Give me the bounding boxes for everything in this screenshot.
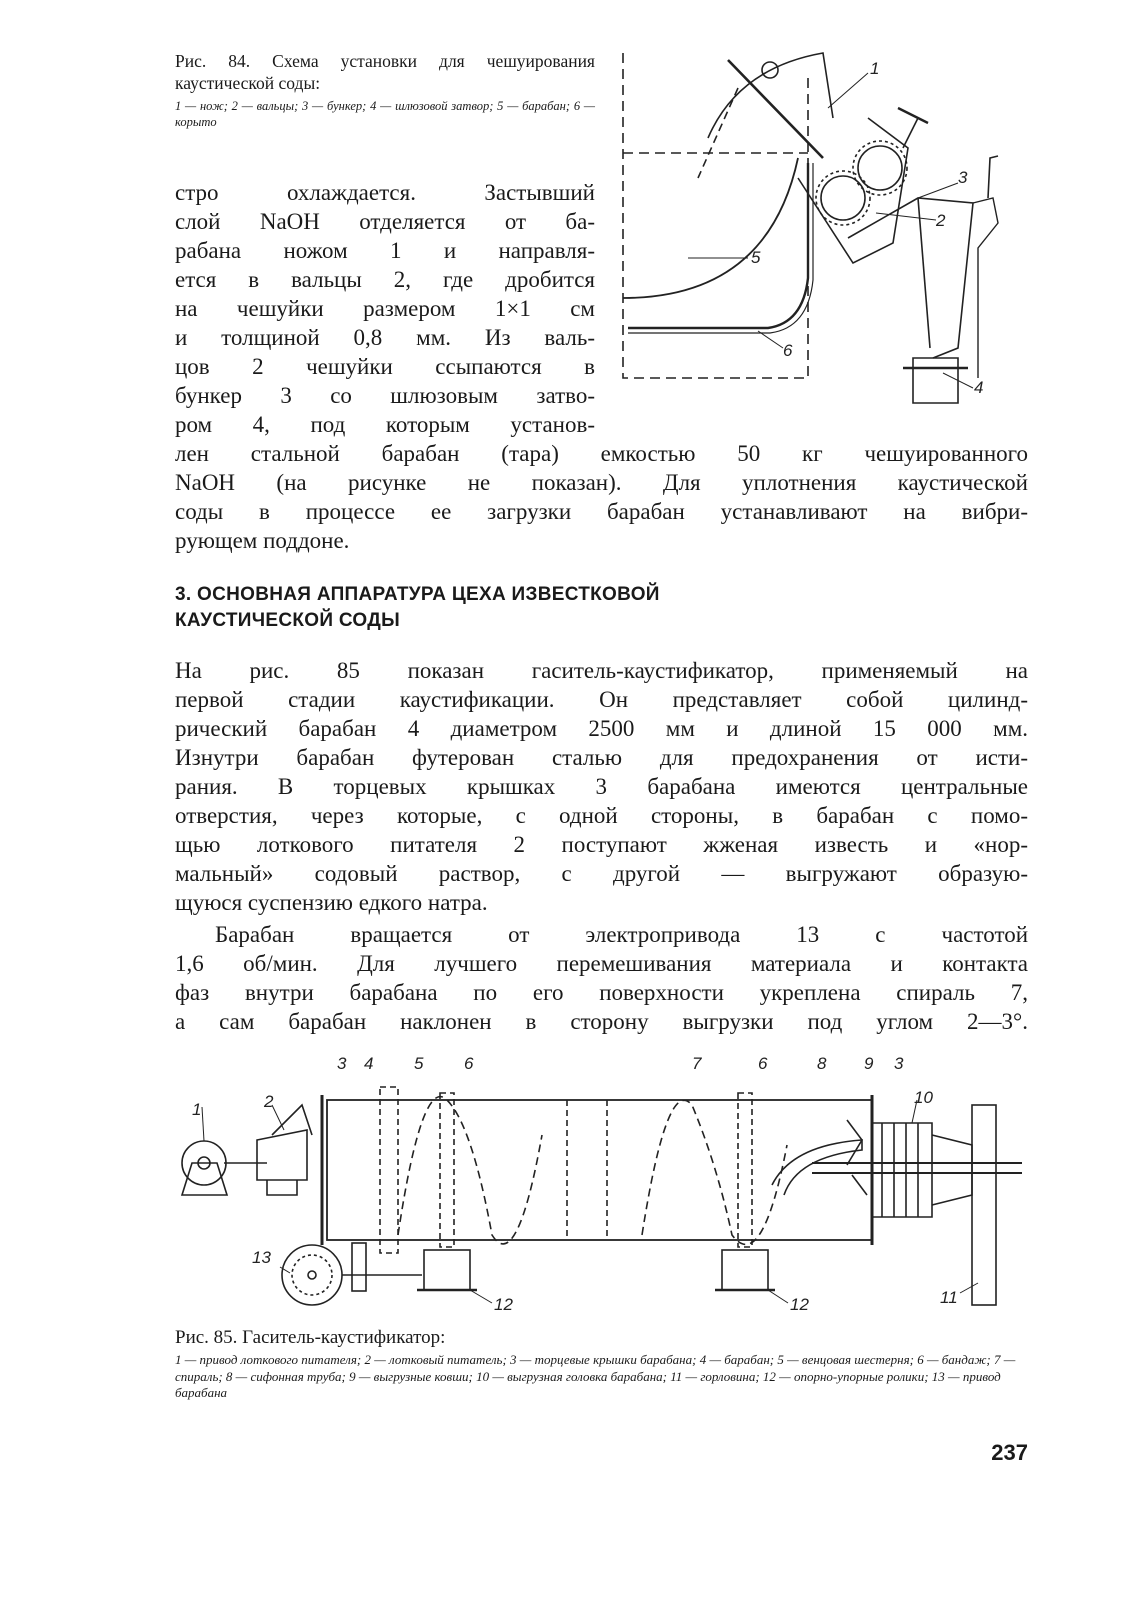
figure-84-diagram (618, 48, 1028, 420)
fig84-frame (623, 53, 808, 378)
fig85-girth-gear (380, 1087, 398, 1253)
fig85-label-5: 5 (414, 1054, 424, 1073)
fig85-tyre-right (738, 1093, 752, 1247)
text-line: цов 2 чешуйки ссыпаются в (175, 354, 595, 379)
text-line: щуюся суспензию едкого натра. (175, 890, 488, 915)
fig85-spiral (398, 1097, 542, 1244)
fig85-label-2: 2 (264, 1092, 274, 1111)
fig85-neck (972, 1105, 996, 1305)
fig84-hopper (848, 198, 973, 358)
fig85-label-7: 7 (692, 1054, 702, 1073)
text-line: слой NaOH отделяется от ба- (175, 209, 595, 234)
fig84-label-1: 1 (870, 59, 880, 78)
fig84-drum (623, 158, 798, 298)
figure-85-diagram (172, 1045, 1028, 1315)
text-line: ром 4, под которым установ- (175, 412, 595, 437)
text-line: лен стальной барабан (тара) емкостью 50 кг чешуированного (175, 441, 1028, 466)
fig85-siphon-pipe (772, 1140, 862, 1195)
text-line: рабана ножом 1 и направля- (175, 238, 595, 263)
section-heading-line-1: 3. ОСНОВНАЯ АППАРАТУРА ЦЕХА ИЗВЕСТКОВОЙ (175, 584, 660, 605)
text-line: щью лоткового питателя 2 поступают жженая известь и «нор- (175, 832, 1028, 857)
text-line: стро охлаждается. Застывший (175, 180, 595, 205)
text-line: а сам барабан наклонен в сторону выгрузки под углом 2—3°. (175, 1009, 1028, 1034)
fig85-label-1: 1 (192, 1100, 202, 1119)
fig85-label-6-right: 6 (758, 1054, 768, 1073)
fig85-label-6-left: 6 (464, 1054, 474, 1073)
fig85-buckets (847, 1120, 867, 1195)
text-line: рующем поддоне. (175, 528, 350, 553)
figure-84-caption-legend: 1 — нож; 2 — вальцы; 3 — бункер; 4 — шлюзовой затвор; 5 — барабан; 6 — корыто (175, 99, 595, 129)
fig85-label-3-right: 3 (894, 1054, 904, 1073)
fig84-label-5: 5 (751, 248, 761, 267)
paragraph-intro-narrow (175, 178, 595, 439)
fig85-label-12-right: 12 (790, 1295, 809, 1314)
text-line: фаз внутри барабана по его поверхности укреплена спираль 7, (175, 980, 1028, 1005)
fig85-label-11: 11 (940, 1288, 958, 1307)
section-heading (175, 582, 1028, 634)
text-line: соды в процессе ее загрузки барабан устанавливают на вибри- (175, 499, 1028, 524)
figure-84-caption-title: Рис. 84. Схема установки для чешуирования каустической соды: (175, 51, 595, 93)
text-line: мальный» содовый раствор, с другой — выгружают образую- (175, 861, 1028, 886)
figure-85-caption-legend: 1 — привод лоткового питателя; 2 — лотковый питатель; 3 — торцевые крышки барабана; 4 — барабан; 5 — венцовая шестерня; 6 — бандаж; 7 — спираль; 8 — сифонная труба; 9 — выгрузные ковши; 10 — выгрузная головка барабана; 11 — горловина; 12 — опорно-упорные ролики; 13 — привод барабана (175, 1352, 1016, 1400)
fig85-label-12-left: 12 (494, 1295, 513, 1314)
fig85-drum-drive (282, 1245, 342, 1305)
fig84-label-2: 2 (936, 211, 946, 230)
fig85-label-3-left: 3 (337, 1054, 347, 1073)
fig85-label-10: 10 (914, 1088, 933, 1107)
text-line: Барабан вращается от электропривода 13 с частотой (215, 922, 1028, 947)
text-line: и толщиной 0,8 мм. Из валь- (175, 325, 595, 350)
text-line: отверстия, через которые, с одной стороны, в барабан с помо- (175, 803, 1028, 828)
fig84-label-6: 6 (783, 341, 793, 360)
text-line: 1,6 об/мин. Для лучшего перемешивания материала и контакта (175, 951, 1028, 976)
text-line: рания. В торцевых крышках 3 барабана имеются центральные (175, 774, 1028, 799)
fig84-roller-upper (858, 146, 902, 190)
fig85-label-4: 4 (364, 1054, 374, 1073)
text-line: NaOH (на рисунке не показан). Для уплотнения каустической (175, 470, 1028, 495)
fig85-roller-support-left (424, 1250, 470, 1290)
fig85-label-8: 8 (817, 1054, 827, 1073)
fig84-airlock (913, 358, 958, 403)
text-line: На рис. 85 показан гаситель-каустификатор, применяемый на (175, 658, 1028, 683)
section-heading-line-2: КАУСТИЧЕСКОЙ СОДЫ (175, 610, 400, 631)
paragraph-2 (175, 920, 1028, 1036)
paragraph-intro-wide (175, 439, 1028, 555)
fig85-roller-support-right (722, 1250, 768, 1290)
text-line: ется в вальцы 2, где дробится (175, 267, 595, 292)
text-line: бункер 3 со шлюзовым затво- (175, 383, 595, 408)
fig84-label-3: 3 (958, 168, 968, 187)
fig85-label-13: 13 (252, 1248, 271, 1267)
fig84-label-4: 4 (974, 378, 984, 397)
text-line: Изнутри барабан футерован сталью для предохранения от исти- (175, 745, 1028, 770)
fig85-tyre-left (440, 1093, 454, 1247)
fig84-trough (628, 163, 808, 328)
fig85-label-9: 9 (864, 1054, 874, 1073)
fig84-roller-lower (821, 176, 865, 220)
text-line: рический барабан 4 диаметром 2500 мм и длиной 15 000 мм. (175, 716, 1028, 741)
text-line: на чешуйки размером 1×1 см (175, 296, 595, 321)
paragraph-1 (175, 656, 1028, 917)
figure-85-caption-title: Рис. 85. Гаситель-каустификатор: (175, 1327, 446, 1348)
page-number: 237 (991, 1440, 1028, 1465)
fig85-discharge-head (872, 1123, 932, 1217)
text-line: первой стадии каустификации. Он представляет собой цилинд- (175, 687, 1028, 712)
fig85-feeder (257, 1130, 307, 1180)
